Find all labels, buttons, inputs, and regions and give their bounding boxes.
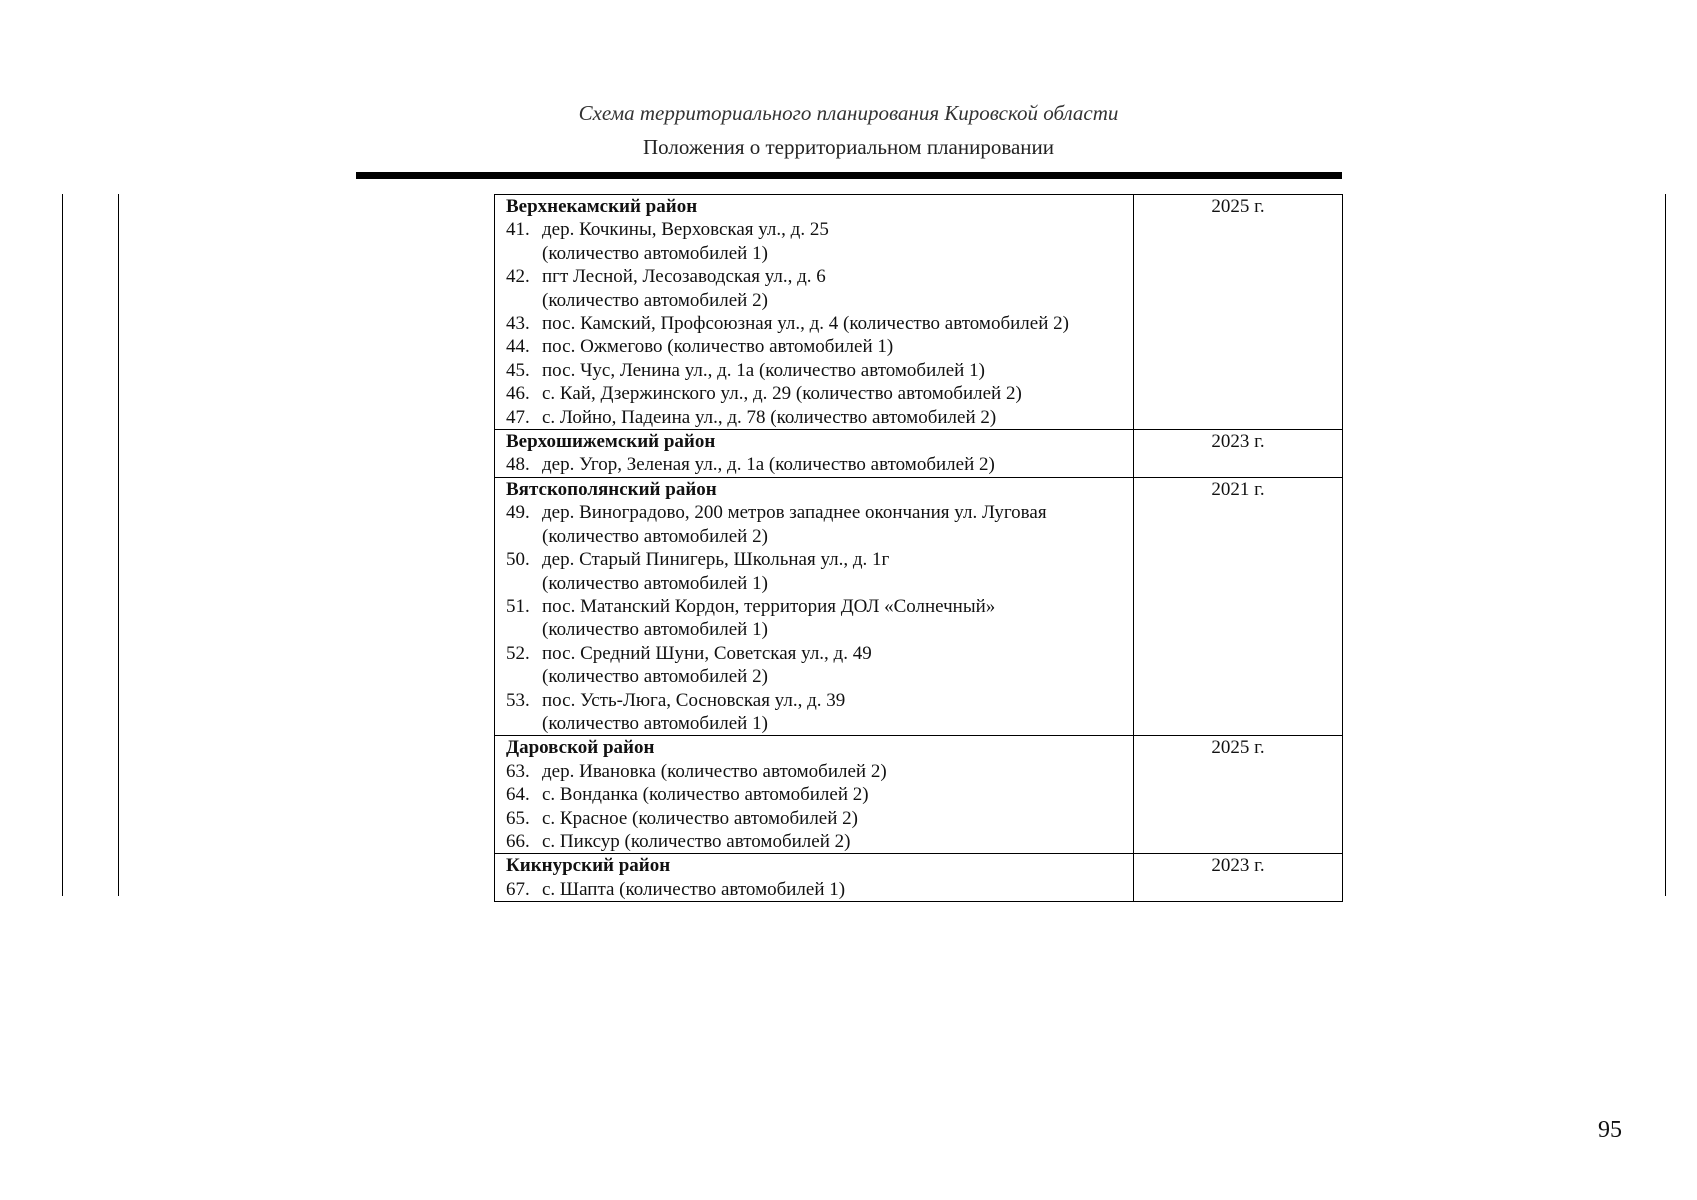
district-name: Кикнурский район xyxy=(506,855,671,877)
item-number: 52. xyxy=(506,642,530,664)
list-item xyxy=(506,878,1127,901)
item-number: 44. xyxy=(506,336,530,358)
list-item xyxy=(506,453,1127,476)
item-address: с. Вонданка (количество автомобилей 2) xyxy=(542,784,869,806)
item-number: 53. xyxy=(506,689,530,711)
item-address: пос. Камский, Профсоюзная ул., д. 4 (количество автомобилей 2) xyxy=(542,313,1069,335)
item-text-block xyxy=(542,406,1127,429)
document-title: Схема территориального планирования Кировской области xyxy=(578,101,1119,125)
district-row xyxy=(495,430,1343,478)
item-number: 48. xyxy=(506,454,530,476)
item-number: 49. xyxy=(506,502,530,524)
year-value: 2025 г. xyxy=(1211,196,1265,217)
item-text-block xyxy=(542,501,1127,548)
margin-line-left-inner xyxy=(118,194,119,896)
header-divider xyxy=(356,172,1342,179)
item-vehicle-count: (количество автомобилей 2) xyxy=(542,289,768,311)
item-address: с. Шапта (количество автомобилей 1) xyxy=(542,878,846,900)
item-text-block xyxy=(542,830,1127,853)
list-item xyxy=(506,335,1127,358)
item-address: с. Красное (количество автомобилей 2) xyxy=(542,807,858,829)
list-item xyxy=(506,642,1127,689)
district-name: Вятскополянский район xyxy=(506,478,717,500)
list-item xyxy=(506,689,1127,736)
item-address: дер. Старый Пинигерь, Школьная ул., д. 1г xyxy=(542,549,890,571)
fire-stations-table xyxy=(494,194,1343,902)
item-vehicle-count: (количество автомобилей 1) xyxy=(542,242,768,264)
item-number: 63. xyxy=(506,760,530,782)
district-cell xyxy=(495,736,1134,854)
item-number: 50. xyxy=(506,549,530,571)
district-row xyxy=(495,854,1343,902)
item-text-block xyxy=(542,595,1127,642)
item-vehicle-count: (количество автомобилей 2) xyxy=(542,525,768,547)
year-value: 2023 г. xyxy=(1211,855,1265,877)
item-text-block xyxy=(542,548,1127,595)
district-name: Даровской район xyxy=(506,737,655,759)
item-address: с. Лойно, Падеина ул., д. 78 (количество автомобилей 2) xyxy=(542,406,997,428)
item-vehicle-count: (количество автомобилей 1) xyxy=(542,712,768,734)
item-text-block xyxy=(542,312,1127,335)
item-number: 65. xyxy=(506,807,530,829)
item-text-block xyxy=(542,335,1127,358)
item-text-block xyxy=(542,689,1127,736)
item-address: с. Кай, Дзержинского ул., д. 29 (количество автомобилей 2) xyxy=(542,383,1022,405)
year-cell xyxy=(1134,430,1343,478)
document-subtitle: Положения о территориальном планировании xyxy=(642,135,1055,159)
year-cell xyxy=(1134,854,1343,902)
item-text-block xyxy=(542,382,1127,405)
district-name: Верхошижемский район xyxy=(506,431,716,453)
margin-line-right xyxy=(1665,194,1666,896)
list-item xyxy=(506,595,1127,642)
list-item xyxy=(506,830,1127,853)
item-number: 45. xyxy=(506,359,530,381)
item-number: 67. xyxy=(506,878,530,900)
item-address: дер. Виноградово, 200 метров западнее окончания ул. Луговая xyxy=(542,502,1047,524)
list-item xyxy=(506,548,1127,595)
year-value: 2023 г. xyxy=(1211,431,1265,453)
year-value: 2021 г. xyxy=(1211,478,1265,500)
item-number: 43. xyxy=(506,313,530,335)
page-number: 95 xyxy=(1598,1117,1622,1143)
list-item xyxy=(506,382,1127,405)
item-text-block xyxy=(542,760,1127,783)
item-text-block xyxy=(542,265,1127,312)
item-text-block xyxy=(542,359,1127,382)
item-address: пос. Усть-Люга, Сосновская ул., д. 39 xyxy=(542,689,846,711)
item-number: 51. xyxy=(506,595,530,617)
margin-line-left-outer xyxy=(62,194,63,896)
list-item xyxy=(506,760,1127,783)
list-item xyxy=(506,783,1127,806)
list-item xyxy=(506,501,1127,548)
item-text-block xyxy=(542,453,1127,476)
district-cell xyxy=(495,477,1134,735)
list-item xyxy=(506,406,1127,429)
item-text-block xyxy=(542,807,1127,830)
item-vehicle-count: (количество автомобилей 1) xyxy=(542,619,768,641)
list-item xyxy=(506,218,1127,265)
item-number: 64. xyxy=(506,784,530,806)
item-address: пос. Средний Шуни, Советская ул., д. 49 xyxy=(542,642,872,664)
list-item xyxy=(506,265,1127,312)
item-text-block xyxy=(542,218,1127,265)
district-cell xyxy=(495,430,1134,478)
item-address: дер. Ивановка (количество автомобилей 2) xyxy=(542,760,887,782)
item-text-block xyxy=(542,642,1127,689)
year-value: 2025 г. xyxy=(1211,737,1265,759)
item-address: дер. Кочкины, Верховская ул., д. 25 xyxy=(542,219,829,241)
item-address: пос. Ожмегово (количество автомобилей 1) xyxy=(542,336,894,358)
district-row xyxy=(495,736,1343,854)
item-text-block xyxy=(542,783,1127,806)
list-item xyxy=(506,807,1127,830)
year-cell xyxy=(1134,736,1343,854)
item-vehicle-count: (количество автомобилей 2) xyxy=(542,666,768,688)
item-address: дер. Угор, Зеленая ул., д. 1а (количество автомобилей 2) xyxy=(542,454,995,476)
district-cell xyxy=(495,854,1134,902)
item-number: 42. xyxy=(506,266,530,288)
year-cell xyxy=(1134,477,1343,735)
item-address: пгт Лесной, Лесозаводская ул., д. 6 xyxy=(542,266,826,288)
list-item xyxy=(506,312,1127,335)
year-cell xyxy=(1134,195,1343,430)
item-number: 46. xyxy=(506,383,530,405)
item-number: 47. xyxy=(506,406,530,428)
district-row xyxy=(495,195,1343,430)
item-vehicle-count: (количество автомобилей 1) xyxy=(542,572,768,594)
district-name: Верхнекамский район xyxy=(506,196,698,217)
item-text-block xyxy=(542,878,1127,901)
item-address: пос. Чус, Ленина ул., д. 1а (количество автомобилей 1) xyxy=(542,359,985,381)
item-number: 66. xyxy=(506,830,530,852)
item-address: с. Пиксур (количество автомобилей 2) xyxy=(542,830,851,852)
district-cell xyxy=(495,195,1134,430)
district-row xyxy=(495,477,1343,735)
list-item xyxy=(506,359,1127,382)
item-number: 41. xyxy=(506,219,530,241)
item-address: пос. Матанский Кордон, территория ДОЛ «Солнечный» xyxy=(542,595,996,617)
